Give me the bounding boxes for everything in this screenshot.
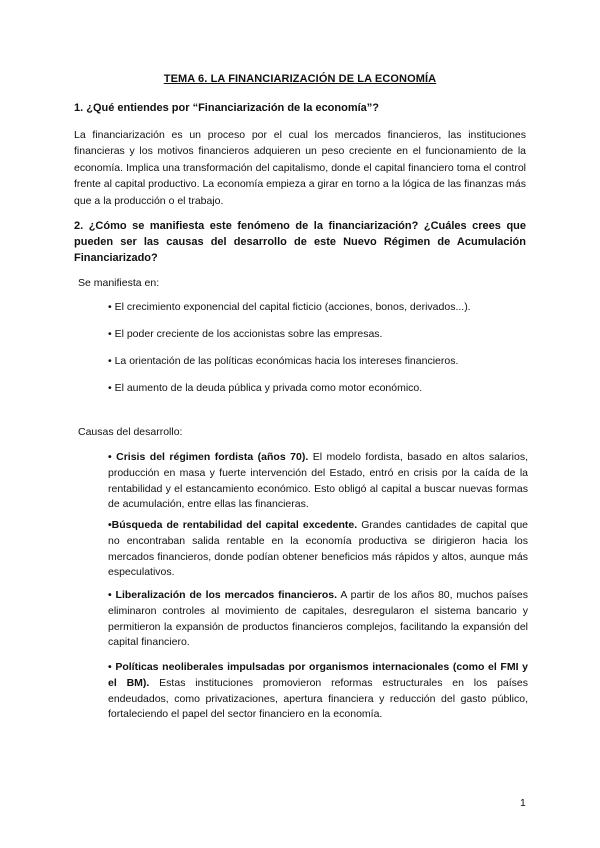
manifest-item: • La orientación de las políticas económicas hacia los intereses financieros. (108, 355, 459, 367)
manifest-item: • El aumento de la deuda pública y privada como motor económico. (108, 382, 423, 394)
cause-heading: • Políticas neoliberales impulsadas por organismos internacionales (como el FMI y el BM). (108, 661, 528, 689)
cause-text: A partir de los años 80, muchos países eliminaron controles al movimiento de capitales, desregularon el sistema bancario y permitieron la expansión de productos financieros complejos, facilitando la expansión del capital financiero. (108, 589, 528, 649)
cause-heading: • Crisis del régimen fordista (años 70). (108, 451, 309, 463)
cause-text: Estas instituciones promovieron reformas estructurales en los países endeudados, como privatizaciones, apertura financiera y reducción del gasto público, fortaleciendo el papel del sector financiero en la economía. (108, 676, 529, 721)
question-2: 2. ¿Cómo se manifiesta este fenómeno de la financiarización? ¿Cuáles crees que pueden ser las causas del desarrollo de este Nuevo Régimen de Acumulación Financiarizado? (74, 220, 526, 264)
document-title: TEMA 6. LA FINANCIARIZACIÓN DE LA ECONOMÍA (163, 73, 437, 85)
cause-heading: • Liberalización de los mercados financieros. (108, 589, 338, 601)
cause-text: Grandes cantidades de capital que no encontraban salida rentable en la economía productiva se dirigieron hacia los mercados financieros, donde podían obtener beneficios más rápidos y altos, aunque más especulativos. (108, 519, 529, 579)
manifest-label: Se manifiesta en: (78, 277, 160, 289)
page-number: 1 (520, 797, 526, 809)
cause-heading: •Búsqueda de rentabilidad del capital excedente. (108, 519, 358, 531)
manifest-item: • El crecimiento exponencial del capital ficticio (acciones, bonos, derivados...). (108, 301, 471, 313)
causes-label: Causas del desarrollo: (78, 426, 183, 438)
cause-item (108, 588, 528, 651)
question-1: 1. ¿Qué entiendes por “Financiarización de la economía”? (74, 102, 380, 114)
cause-text: El modelo fordista, basado en altos salarios, producción en masa y fuerte intervención del Estado, entró en crisis por la caída de la rentabilidad y el estancamiento económico. Esto obligó al capital a buscar nuevas formas de acumulación, entre ellas las financieras. (108, 451, 529, 511)
manifest-item: • El poder creciente de los accionistas sobre las empresas. (108, 328, 383, 340)
cause-item (108, 660, 528, 723)
answer-1: La financiarización es un proceso por el cual los mercados financieros, las instituciones financieras y los motivos financieros adquieren un peso creciente en el funcionamiento de la economía. Implica una transformación del capitalismo, donde el capital financiero toma el control frente al capital productivo. La economía empieza a girar en torno a la lógica de las finanzas más que a la producción o el trabajo. (74, 129, 526, 207)
cause-item (108, 518, 528, 581)
cause-item (108, 450, 528, 513)
